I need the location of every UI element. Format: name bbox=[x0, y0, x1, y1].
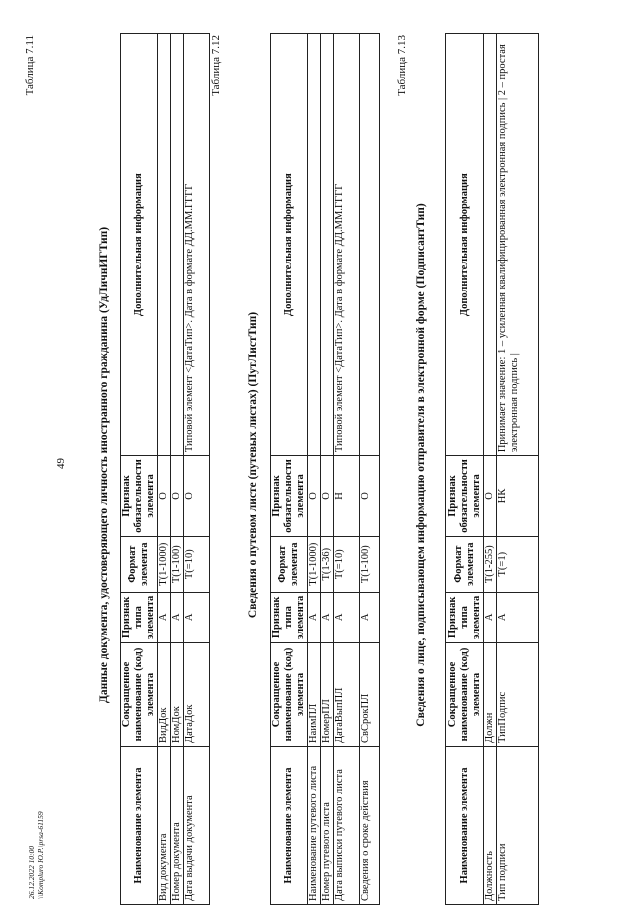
cell-type: А bbox=[334, 592, 360, 642]
cell-required: Н bbox=[334, 456, 360, 537]
cell-name: Вид документа bbox=[158, 747, 171, 905]
cell-format: T(1-1000) bbox=[158, 536, 171, 592]
header-type: Признак типа элемента bbox=[121, 592, 158, 642]
table-row bbox=[334, 34, 360, 905]
cell-required: НК bbox=[497, 456, 539, 537]
header-format: Формат элемента bbox=[446, 536, 484, 592]
header-info: Дополнительная информация bbox=[121, 34, 158, 456]
cell-format: T(1-1000) bbox=[308, 536, 321, 592]
page-number: 49 bbox=[55, 458, 67, 469]
table-label: Таблица 7.12 bbox=[210, 35, 222, 96]
cell-type: А bbox=[484, 592, 497, 642]
header-info: Дополнительная информация bbox=[446, 34, 484, 456]
table-caption: Сведения о лице, подписывающем информацию отправителя в электронной форме (ПодписантТип) bbox=[415, 203, 427, 727]
cell-required: О bbox=[321, 456, 334, 537]
cell-name: Сведения о сроке действия bbox=[360, 747, 380, 905]
table-row bbox=[497, 34, 539, 905]
header-type: Признак типа элемента bbox=[446, 592, 484, 642]
table-row bbox=[158, 34, 171, 905]
header-required: Признак обязательности элемента bbox=[271, 456, 308, 537]
cell-name: Номер документа bbox=[171, 747, 184, 905]
footer bbox=[27, 811, 45, 899]
header-name: Наименование элемента bbox=[446, 747, 484, 905]
cell-type: А bbox=[171, 592, 184, 642]
table-row bbox=[171, 34, 184, 905]
table-row bbox=[308, 34, 321, 905]
cell-code: Должн bbox=[484, 643, 497, 747]
cell-required: О bbox=[184, 456, 210, 537]
cell-info bbox=[360, 34, 380, 456]
cell-format: T(1-255) bbox=[484, 536, 497, 592]
header-required: Признак обязательности элемента bbox=[121, 456, 158, 537]
cell-code: СвСрокПЛ bbox=[360, 643, 380, 747]
cell-type: А bbox=[158, 592, 171, 642]
header-type: Признак типа элемента bbox=[271, 592, 308, 642]
header-code: Сокращенное наименование (код) элемента bbox=[121, 643, 158, 747]
header-code: Сокращенное наименование (код) элемента bbox=[271, 643, 308, 747]
cell-type: А bbox=[321, 592, 334, 642]
cell-type: А bbox=[308, 592, 321, 642]
cell-name: Дата выписки путевого листа bbox=[334, 747, 360, 905]
cell-code: НомерПЛ bbox=[321, 643, 334, 747]
footer-path: \\Kompluro Ю.Р.\prsa-61159 bbox=[36, 811, 45, 899]
data-table bbox=[445, 33, 539, 905]
cell-code: НаимПЛ bbox=[308, 643, 321, 747]
cell-name: Номер путевого листа bbox=[321, 747, 334, 905]
table-caption: Сведения о путевом листе (путевых листах) (ПутЛистТип) bbox=[247, 311, 259, 619]
table-label: Таблица 7.13 bbox=[396, 35, 408, 96]
table-row bbox=[484, 34, 497, 905]
cell-name: Должность bbox=[484, 747, 497, 905]
cell-format: T(=1) bbox=[497, 536, 539, 592]
cell-code: ДатаДок bbox=[184, 643, 210, 747]
data-table bbox=[120, 33, 210, 905]
cell-info bbox=[321, 34, 334, 456]
cell-name: Наименование путевого листа bbox=[308, 747, 321, 905]
table-row bbox=[321, 34, 334, 905]
header-format: Формат элемента bbox=[121, 536, 158, 592]
table-header-row bbox=[121, 34, 158, 905]
cell-type: А bbox=[184, 592, 210, 642]
cell-format: T(1-36) bbox=[321, 536, 334, 592]
cell-info bbox=[158, 34, 171, 456]
cell-required: О bbox=[158, 456, 171, 537]
cell-type: А bbox=[360, 592, 380, 642]
table-caption: Данные документа, удостоверяющего личность иностранного гражданина (УдЛичнИГТип) bbox=[98, 226, 110, 704]
cell-info bbox=[171, 34, 184, 456]
header-code: Сокращенное наименование (код) элемента bbox=[446, 643, 484, 747]
cell-info: Принимает значение: 1 – усиленная квалифицированная электронная подпись | 2 – простая электронная подпись | bbox=[497, 34, 539, 456]
cell-code: ДатаВыпПЛ bbox=[334, 643, 360, 747]
cell-format: T(1-100) bbox=[360, 536, 380, 592]
header-name: Наименование элемента bbox=[271, 747, 308, 905]
data-table bbox=[270, 33, 380, 905]
header-format: Формат элемента bbox=[271, 536, 308, 592]
cell-required: О bbox=[171, 456, 184, 537]
cell-format: T(=10) bbox=[184, 536, 210, 592]
cell-code: НомДок bbox=[171, 643, 184, 747]
cell-format: T(1-100) bbox=[171, 536, 184, 592]
cell-code: ТипПодпис bbox=[497, 643, 539, 747]
footer-timestamp: 26.12.2022 10:00 bbox=[27, 845, 36, 899]
cell-required: О bbox=[308, 456, 321, 537]
header-name: Наименование элемента bbox=[121, 747, 158, 905]
table-row bbox=[184, 34, 210, 905]
cell-name: Дата выдачи документа bbox=[184, 747, 210, 905]
table-header-row bbox=[446, 34, 484, 905]
table-row bbox=[360, 34, 380, 905]
table-label: Таблица 7.11 bbox=[24, 35, 36, 96]
header-info: Дополнительная информация bbox=[271, 34, 308, 456]
cell-info: Типовой элемент <ДатаТип>. Дата в формате ДД.ММ.ГГГГ bbox=[184, 34, 210, 456]
cell-format: T(=10) bbox=[334, 536, 360, 592]
cell-info bbox=[484, 34, 497, 456]
header-required: Признак обязательности элемента bbox=[446, 456, 484, 537]
cell-info: Типовой элемент <ДатаТип>. Дата в формате ДД.ММ.ГГГГ bbox=[334, 34, 360, 456]
cell-required: О bbox=[484, 456, 497, 537]
table-header-row bbox=[271, 34, 308, 905]
cell-type: А bbox=[497, 592, 539, 642]
cell-name: Тип подписи bbox=[497, 747, 539, 905]
cell-info bbox=[308, 34, 321, 456]
cell-required: О bbox=[360, 456, 380, 537]
cell-code: ВидДок bbox=[158, 643, 171, 747]
